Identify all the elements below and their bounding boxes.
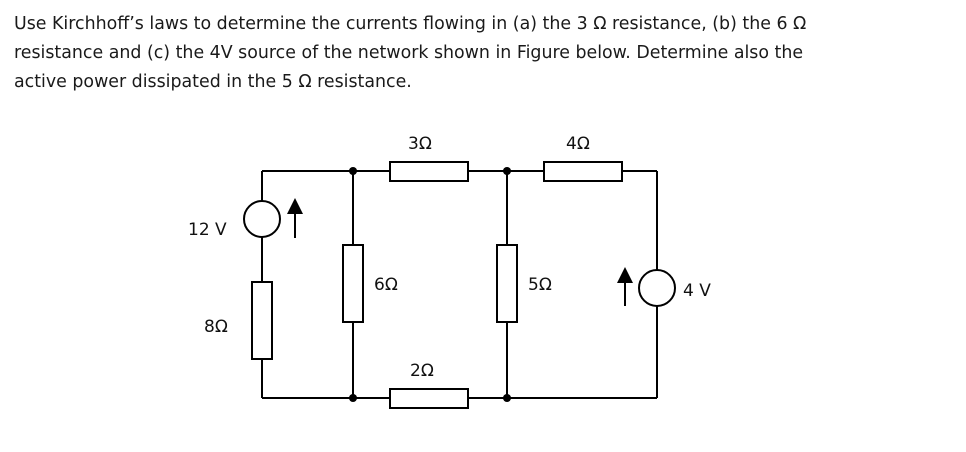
resistor-5-ohm <box>497 245 517 322</box>
junction-dot <box>503 167 511 175</box>
question-line-3: active power dissipated in the 5 Ω resistance. <box>14 72 412 92</box>
resistor-6-ohm <box>343 245 363 322</box>
circuit-wires <box>262 171 657 398</box>
label-3-ohm: 3Ω <box>408 134 432 154</box>
resistor-4-ohm <box>544 162 622 181</box>
junction-dot <box>349 394 357 402</box>
label-4v-source: 4 V <box>683 281 711 301</box>
resistor-8-ohm <box>252 282 272 359</box>
label-5-ohm: 5Ω <box>528 275 552 295</box>
voltage-source-4v <box>639 270 675 306</box>
resistor-3-ohm <box>390 162 468 181</box>
label-6-ohm: 6Ω <box>374 275 398 295</box>
resistor-2-ohm <box>390 389 468 408</box>
junction-dot <box>349 167 357 175</box>
label-2-ohm: 2Ω <box>410 361 434 381</box>
question-line-1: Use Kirchhoff’s laws to determine the currents flowing in (a) the 3 Ω resistance, (b) the 6 Ω <box>14 14 807 34</box>
label-8-ohm: 8Ω <box>204 317 228 337</box>
junction-dot <box>503 394 511 402</box>
question-line-2: resistance and (c) the 4V source of the network shown in Figure below. Determine also the <box>14 43 804 63</box>
label-12v-source: 12 V <box>188 220 227 240</box>
voltage-source-12v <box>244 201 280 237</box>
label-4-ohm: 4Ω <box>566 134 590 154</box>
